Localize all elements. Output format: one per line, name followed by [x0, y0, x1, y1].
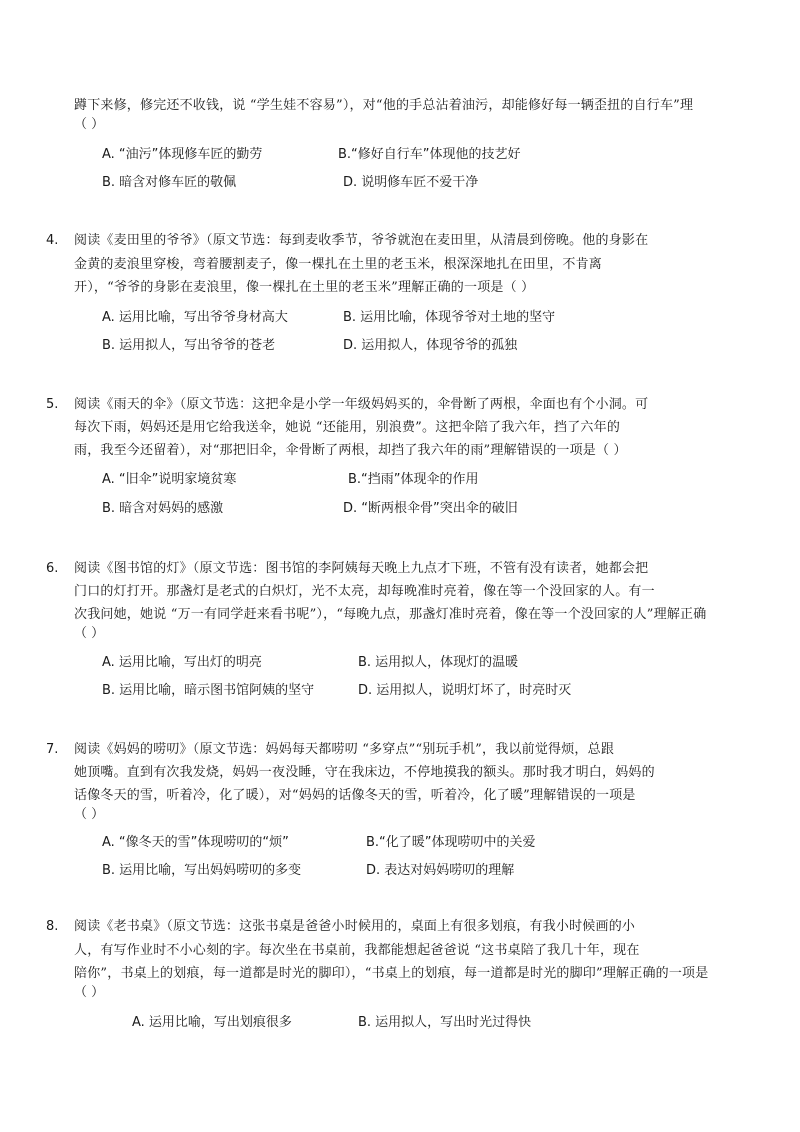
q7-stem-line-3: 话像冬天的雪，听着冷，化了暖），对“妈妈的话像冬天的雪，听着冷，化了暖”理解错误的一项是	[74, 788, 636, 803]
q8-number: 8.	[46, 919, 59, 934]
q7-option-c: B. 运用比喻，写出妈妈唠叨的多变	[102, 863, 302, 878]
q7-answer-blank: （ ）	[74, 807, 105, 822]
q3-option-c: B. 暗含对修车匠的敬佩	[102, 175, 237, 190]
q8-answer-blank: （ ）	[74, 985, 105, 1000]
q4-number: 4.	[46, 233, 59, 248]
q8-option-b: B. 运用拟人，写出时光过得快	[358, 1015, 532, 1030]
q4-option-a: A. 运用比喻，写出爷爷身材高大	[102, 310, 288, 325]
q5-stem-line-1: 阅读《雨天的伞》（原文节选：这把伞是小学一年级妈妈买的，伞骨断了两根，伞面也有个小洞。可	[74, 397, 649, 412]
q5-option-a: A. “旧伞”说明家境贫寒	[102, 472, 237, 487]
q7-option-b: B.“化了暖”体现唠叨中的关爱	[366, 835, 536, 850]
q6-option-c: B. 运用比喻，暗示图书馆阿姨的坚守	[102, 683, 315, 698]
q4-option-b: B. 运用比喻，体现爷爷对土地的坚守	[343, 310, 556, 325]
q4-stem-line-1: 阅读《麦田里的爷爷》（原文节选：每到麦收季节，爷爷就泡在麦田里，从清晨到傍晚。他的身影在	[74, 233, 649, 248]
q7-stem-line-1: 阅读《妈妈的唠叨》（原文节选：妈妈每天都唠叨 “多穿点”“别玩手机”，我以前觉得烦，总跟	[74, 742, 615, 757]
q7-option-a: A. “像冬天的雪”体现唠叨的“烦”	[102, 835, 289, 850]
q6-option-d: D. 运用拟人，说明灯坏了，时亮时灭	[358, 683, 572, 698]
q4-stem-line-3: 开），“爷爷的身影在麦浪里，像一棵扎在土里的老玉米”理解正确的一项是（ ）	[74, 280, 535, 295]
q5-number: 5.	[46, 397, 59, 412]
q8-option-a: A. 运用比喻，写出划痕很多	[132, 1015, 292, 1030]
q7-option-d: D. 表达对妈妈唠叨的理解	[366, 863, 515, 878]
q6-answer-blank: （ ）	[74, 626, 105, 641]
q6-stem-line-2: 门口的灯打开。那盏灯是老式的白炽灯，光不太亮，却每晚准时亮着，像在等一个没回家的人。有一	[74, 584, 655, 599]
q4-option-d: D. 运用拟人，体现爷爷的孤独	[343, 338, 518, 353]
q5-option-c: B. 暗含对妈妈的感激	[102, 501, 224, 516]
q8-stem-line-1: 阅读《老书桌》（原文节选：这张书桌是爸爸小时候用的，桌面上有很多划痕，有我小时候画的小	[74, 919, 636, 934]
q5-option-d: D. “断两根伞骨”突出伞的破旧	[343, 501, 518, 516]
q4-option-c: B. 运用拟人，写出爷爷的苍老	[102, 338, 276, 353]
q3-stem-line-1: 蹲下来修，修完还不收钱，说 “学生娃不容易”），对“他的手总沾着油污，却能修好每一辆歪扭的自行车”理	[74, 98, 694, 113]
q5-option-b: B.“挡雨”体现伞的作用	[348, 472, 479, 487]
q7-stem-line-2: 她顶嘴。直到有次我发烧，妈妈一夜没睡，守在我床边，不停地摸我的额头。那时我才明白，妈妈的	[74, 765, 655, 780]
q6-stem-line-3: 次我问她，她说 “万一有同学赶来看书呢”），“每晚九点，那盏灯准时亮着，像在等一个没回家的人”理解正确	[74, 607, 707, 622]
q6-option-b: B. 运用拟人，体现灯的温暖	[358, 655, 519, 670]
q6-stem-line-1: 阅读《图书馆的灯》（原文节选：图书馆的李阿姨每天晚上九点才下班，不管有没有读者，她都会把	[74, 561, 649, 576]
q8-stem-line-2: 人，有写作业时不小心刻的字。每次坐在书桌前，我都能想起爸爸说 “这书桌陪了我几十年，现在	[74, 943, 640, 958]
q3-answer-blank: （ ）	[74, 117, 105, 132]
q4-stem-line-2: 金黄的麦浪里穿梭，弯着腰割麦子，像一棵扎在土里的老玉米，根深深地扎在田里，不肯离	[74, 257, 603, 272]
q3-option-b: B.“修好自行车”体现他的技艺好	[338, 147, 521, 162]
q5-stem-line-3: 雨，我至今还留着），对“那把旧伞，伞骨断了两根，却挡了我六年的雨”理解错误的一项是（ ）	[74, 443, 627, 458]
q6-option-a: A. 运用比喻，写出灯的明亮	[102, 655, 262, 670]
q8-stem-line-3: 陪你”，书桌上的划痕，每一道都是时光的脚印），“书桌上的划痕，每一道都是时光的脚印”理解正确的一项是	[74, 966, 709, 981]
q5-stem-line-2: 每次下雨，妈妈还是用它给我送伞，她说 “还能用，别浪费”。这把伞陪了我六年，挡了六年的	[74, 420, 621, 435]
q3-option-d: D. 说明修车匠不爱干净	[343, 175, 479, 190]
q7-number: 7.	[46, 742, 59, 757]
q6-number: 6.	[46, 561, 59, 576]
q3-option-a: A. “油污”体现修车匠的勤劳	[102, 147, 263, 162]
